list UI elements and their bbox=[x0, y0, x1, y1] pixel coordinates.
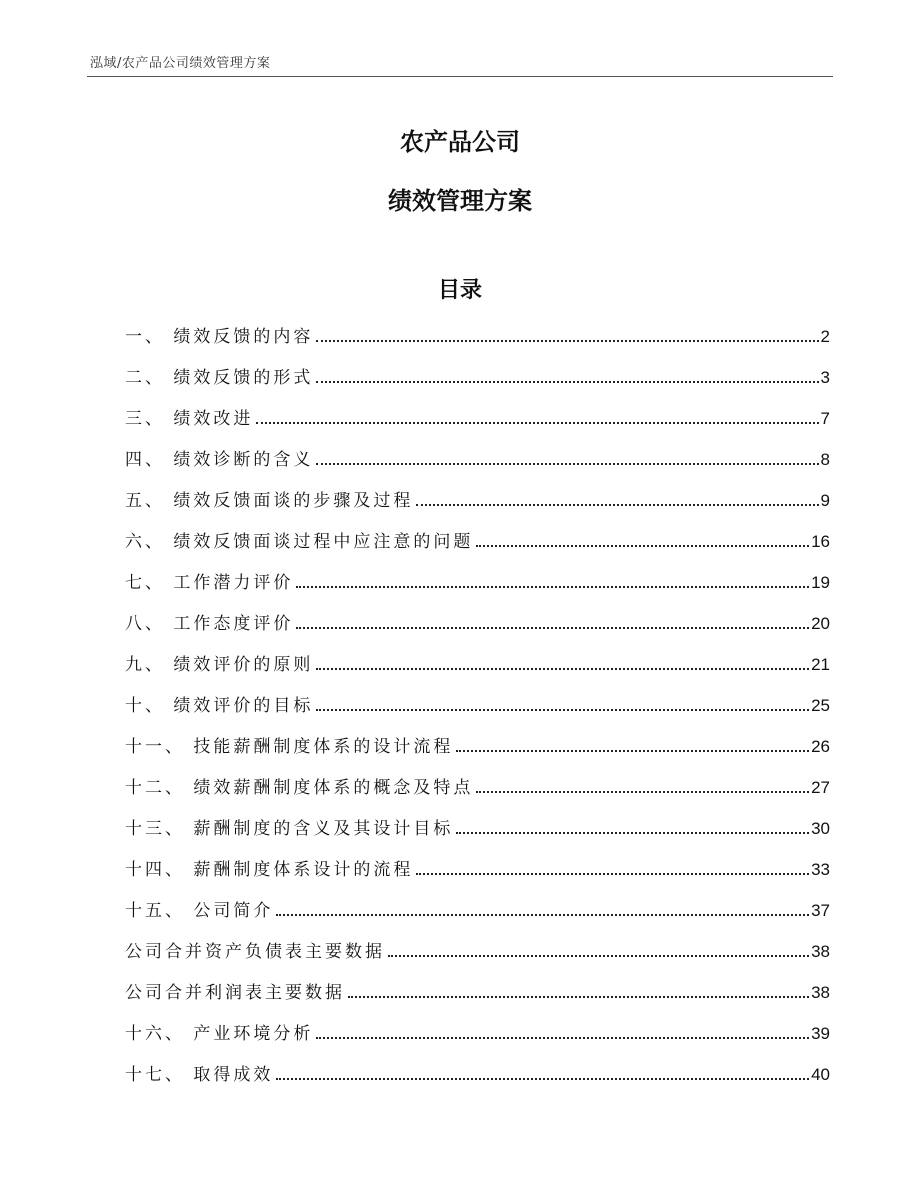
toc-entry[interactable] bbox=[125, 607, 830, 648]
toc-entry-label: 十七、 取得成效 bbox=[125, 1065, 274, 1085]
toc-entry-page-number: 37 bbox=[811, 901, 830, 920]
toc-dot-leader bbox=[476, 545, 809, 547]
toc-entry[interactable] bbox=[125, 1017, 830, 1058]
toc-entry[interactable] bbox=[125, 566, 830, 607]
document-title-company: 农产品公司 bbox=[400, 128, 520, 156]
toc-entry-page-number: 26 bbox=[811, 737, 830, 756]
toc-dot-leader bbox=[296, 627, 809, 629]
toc-entry-page-number: 38 bbox=[811, 983, 830, 1002]
toc-entry[interactable] bbox=[125, 1058, 830, 1099]
toc-dot-leader bbox=[476, 791, 809, 793]
toc-entry-label: 十六、 产业环境分析 bbox=[125, 1024, 314, 1044]
toc-dot-leader bbox=[256, 422, 818, 424]
toc-entry-page-number: 8 bbox=[820, 450, 830, 469]
document-title-plan: 绩效管理方案 bbox=[388, 187, 532, 215]
toc-dot-leader bbox=[456, 750, 809, 752]
toc-entry-label: 八、 工作态度评价 bbox=[125, 614, 294, 634]
toc-entry-label: 五、 绩效反馈面谈的步骤及过程 bbox=[125, 491, 414, 511]
toc-entry-page-number: 30 bbox=[811, 819, 830, 838]
toc-dot-leader bbox=[316, 381, 818, 383]
toc-entry-label: 六、 绩效反馈面谈过程中应注意的问题 bbox=[125, 532, 474, 552]
toc-entry-label: 一、 绩效反馈的内容 bbox=[125, 327, 314, 347]
toc-entry[interactable] bbox=[125, 648, 830, 689]
toc-entry-label: 十三、 薪酬制度的含义及其设计目标 bbox=[125, 819, 454, 839]
toc-entry-page-number: 20 bbox=[811, 614, 830, 633]
toc-entry-label: 十二、 绩效薪酬制度体系的概念及特点 bbox=[125, 778, 474, 798]
toc-dot-leader bbox=[388, 955, 809, 957]
table-of-contents bbox=[125, 320, 830, 1099]
toc-entry-label: 十四、 薪酬制度体系设计的流程 bbox=[125, 860, 414, 880]
toc-dot-leader bbox=[348, 996, 809, 998]
toc-entry-page-number: 38 bbox=[811, 942, 830, 961]
toc-entry-label: 十、 绩效评价的目标 bbox=[125, 696, 314, 716]
toc-entry-label: 七、 工作潜力评价 bbox=[125, 573, 294, 593]
toc-entry-page-number: 7 bbox=[820, 409, 830, 428]
toc-dot-leader bbox=[316, 340, 818, 342]
toc-entry-page-number: 9 bbox=[820, 491, 830, 510]
toc-entry[interactable] bbox=[125, 935, 830, 976]
toc-entry-page-number: 40 bbox=[811, 1065, 830, 1084]
toc-entry[interactable] bbox=[125, 443, 830, 484]
toc-entry-page-number: 25 bbox=[811, 696, 830, 715]
toc-entry-label: 三、 绩效改进 bbox=[125, 409, 254, 429]
toc-entry-label: 十一、 技能薪酬制度体系的设计流程 bbox=[125, 737, 454, 757]
toc-entry[interactable] bbox=[125, 976, 830, 1017]
toc-entry[interactable] bbox=[125, 320, 830, 361]
toc-entry-label: 九、 绩效评价的原则 bbox=[125, 655, 314, 675]
toc-dot-leader bbox=[296, 586, 809, 588]
header-rule bbox=[87, 76, 833, 77]
toc-dot-leader bbox=[316, 463, 818, 465]
toc-entry-page-number: 19 bbox=[811, 573, 830, 592]
toc-entry[interactable] bbox=[125, 730, 830, 771]
toc-dot-leader bbox=[456, 832, 809, 834]
toc-entry[interactable] bbox=[125, 771, 830, 812]
running-header: 泓域/农产品公司绩效管理方案 bbox=[90, 56, 271, 71]
toc-entry-page-number: 3 bbox=[820, 368, 830, 387]
toc-entry[interactable] bbox=[125, 853, 830, 894]
toc-entry[interactable] bbox=[125, 689, 830, 730]
toc-entry-label: 四、 绩效诊断的含义 bbox=[125, 450, 314, 470]
toc-entry-page-number: 2 bbox=[820, 327, 830, 346]
toc-dot-leader bbox=[316, 668, 809, 670]
toc-entry-page-number: 21 bbox=[811, 655, 830, 674]
toc-dot-leader bbox=[316, 1037, 809, 1039]
toc-entry[interactable] bbox=[125, 812, 830, 853]
toc-entry[interactable] bbox=[125, 361, 830, 402]
toc-dot-leader bbox=[316, 709, 809, 711]
toc-entry[interactable] bbox=[125, 484, 830, 525]
toc-entry-page-number: 16 bbox=[811, 532, 830, 551]
toc-entry-page-number: 27 bbox=[811, 778, 830, 797]
toc-entry[interactable] bbox=[125, 402, 830, 443]
toc-entry-page-number: 39 bbox=[811, 1024, 830, 1043]
toc-entry-label: 公司合并资产负债表主要数据 bbox=[125, 942, 385, 962]
toc-entry-label: 十五、 公司简介 bbox=[125, 901, 274, 921]
toc-entry[interactable] bbox=[125, 525, 830, 566]
toc-dot-leader bbox=[276, 1078, 809, 1080]
toc-dot-leader bbox=[416, 504, 818, 506]
toc-dot-leader bbox=[276, 914, 809, 916]
toc-dot-leader bbox=[416, 873, 809, 875]
toc-entry-label: 公司合并利润表主要数据 bbox=[125, 983, 345, 1003]
toc-entry[interactable] bbox=[125, 894, 830, 935]
toc-entry-page-number: 33 bbox=[811, 860, 830, 879]
toc-heading: 目录 bbox=[437, 278, 482, 303]
toc-entry-label: 二、 绩效反馈的形式 bbox=[125, 368, 314, 388]
